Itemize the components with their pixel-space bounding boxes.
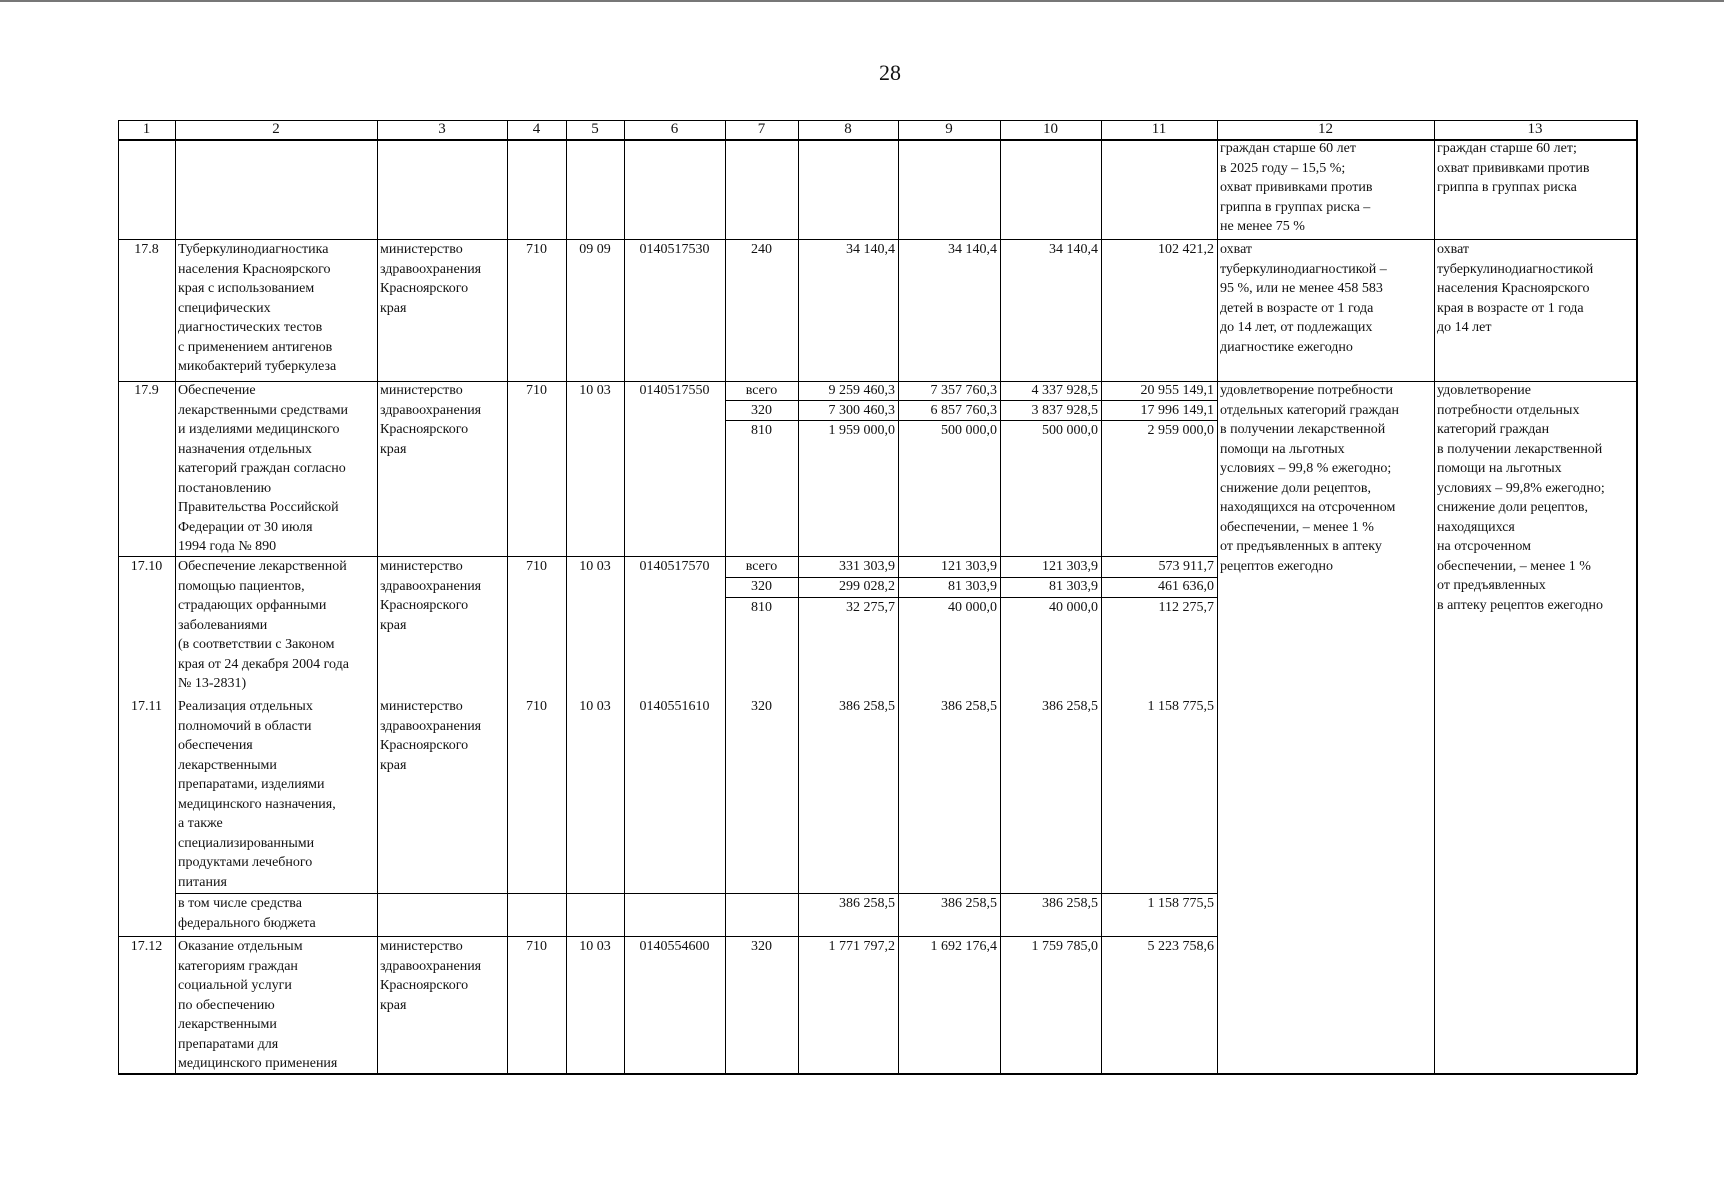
amount-year-3: 3 837 928,5	[1031, 403, 1098, 418]
column-header-10: 10	[1043, 121, 1058, 137]
column-divider	[377, 120, 378, 1074]
code-csr: 0140517550	[639, 383, 710, 398]
amount-year-2: 6 857 760,3	[930, 403, 997, 418]
row-number: 17.10	[130, 559, 163, 574]
column-divider	[1434, 120, 1435, 1074]
column-header-2: 2	[272, 121, 280, 137]
scan-edge	[0, 0, 1724, 2]
code-vr: 320	[751, 699, 772, 714]
code-csr: 0140517570	[639, 559, 710, 574]
responsible-organization: министерство здравоохранения Красноярского края	[380, 939, 482, 1013]
amount-year-1: 34 140,4	[846, 242, 895, 257]
amount-year-3: 386 258,5	[1042, 699, 1098, 714]
code-grbs: 710	[526, 559, 547, 574]
amount-year-2: 500 000,0	[941, 423, 997, 438]
amount-year-3: 1 759 785,0	[1031, 939, 1098, 954]
column-header-3: 3	[438, 121, 446, 137]
amount-year-2: 34 140,4	[948, 242, 997, 257]
amount-year-3: 121 303,9	[1042, 559, 1098, 574]
result-text: охват туберкулинодиагностикой населения Красноярского края в возрасте от 1 года до 14 лет	[1437, 242, 1594, 335]
column-header-1: 1	[142, 121, 151, 137]
code-vr: 320	[751, 403, 772, 418]
code-rzpr: 10 03	[579, 699, 611, 714]
table-right-border	[1637, 120, 1638, 1074]
code-rzpr: 10 03	[579, 559, 611, 574]
amount-year-1: 1 771 797,2	[828, 939, 895, 954]
column-divider	[725, 120, 726, 1074]
code-vr: всего	[745, 559, 778, 574]
amount-total: 5 223 758,6	[1147, 939, 1214, 954]
column-header-11: 11	[1151, 121, 1167, 137]
amount-year-2: 386 258,5	[941, 699, 997, 714]
amount-total: 1 158 775,5	[1147, 699, 1214, 714]
column-divider	[624, 120, 625, 1074]
column-header-9: 9	[945, 121, 953, 137]
column-header-4: 4	[532, 121, 541, 137]
amount-total: 20 955 149,1	[1140, 383, 1214, 398]
activity-name: Обеспечение лекарственной помощью пациентов, страдающих орфанными заболеваниями (в соответствии с Законом края от 24 декабря 2004 года № 13-2831)	[178, 559, 349, 691]
column-divider	[566, 120, 567, 1074]
column-divider	[1217, 120, 1218, 1074]
federal-amount-total: 1 158 775,5	[1147, 896, 1214, 911]
amount-total: 461 636,0	[1158, 579, 1214, 594]
code-rzpr: 09 09	[579, 242, 611, 257]
column-divider	[507, 120, 508, 1074]
federal-amount-year-3: 386 258,5	[1042, 896, 1098, 911]
amount-year-3: 81 303,9	[1049, 579, 1098, 594]
responsible-organization: министерство здравоохранения Красноярского края	[380, 383, 482, 457]
column-header-8: 8	[844, 121, 852, 137]
amount-year-1: 7 300 460,3	[828, 403, 895, 418]
column-header-7: 7	[757, 121, 766, 137]
code-grbs: 710	[526, 939, 547, 954]
result-text: удовлетворение потребности отдельных категорий граждан в получении лекарственной помощи на льготных условиях – 99,8% ежегодно; снижение доли рецептов, находящихся на отсроченном обеспечении, – менее 1 % от предъявленных в аптеку рецептов ежегодно	[1437, 383, 1605, 613]
row-number: 17.8	[134, 242, 159, 257]
amount-year-1: 299 028,2	[839, 579, 895, 594]
amount-year-3: 40 000,0	[1049, 600, 1098, 615]
table-left-border	[118, 120, 119, 1074]
code-grbs: 710	[526, 242, 547, 257]
code-csr: 0140551610	[639, 699, 710, 714]
amount-year-1: 9 259 460,3	[828, 383, 895, 398]
amount-year-2: 40 000,0	[948, 600, 997, 615]
amount-year-1: 331 303,9	[839, 559, 895, 574]
column-header-5: 5	[591, 121, 599, 137]
column-header-6: 6	[670, 121, 679, 137]
amount-total: 112 275,7	[1158, 600, 1214, 615]
result-text: граждан старше 60 лет; охват прививками против гриппа в группах риска	[1437, 141, 1590, 195]
code-vr: всего	[745, 383, 778, 398]
amount-year-2: 81 303,9	[948, 579, 997, 594]
table-bottom-border	[118, 1074, 1637, 1075]
responsible-organization: министерство здравоохранения Красноярского края	[380, 242, 482, 316]
amount-year-3: 500 000,0	[1042, 423, 1098, 438]
goal-text: удовлетворение потребности отдельных категорий граждан в получении лекарственной помощи на льготных условиях – 99,8 % ежегодно; снижение доли рецептов, находящихся на отсроченном обеспечении, – менее 1 % от предъявленных в аптеку рецептов ежегодно	[1220, 383, 1399, 574]
goal-text: охват туберкулинодиагностикой – 95 %, или не менее 458 583 детей в возрасте от 1 года до 14 лет, от подлежащих диагностике ежегодно	[1220, 242, 1387, 355]
activity-name: Обеспечение лекарственными средствами и изделиями медицинского назначения отдельных категорий граждан согласно постановлению Правительства Российской Федерации от 30 июля 1994 года № 890	[178, 383, 349, 554]
responsible-organization: министерство здравоохранения Красноярского края	[380, 559, 482, 633]
code-rzpr: 10 03	[579, 383, 611, 398]
code-vr: 810	[751, 423, 772, 438]
column-header-12: 12	[1318, 121, 1333, 137]
amount-total: 17 996 149,1	[1140, 403, 1214, 418]
activity-name: Туберкулинодиагностика населения Красноярского края с использованием специфических диагностических тестов с применением антигенов микобактерий туберкулеза	[178, 242, 337, 374]
column-divider	[1101, 120, 1102, 1074]
amount-year-1: 386 258,5	[839, 699, 895, 714]
activity-name: Реализация отдельных полномочий в области обеспечения лекарственными препаратами, изделиями медицинского назначения, а также специализированными продуктами лечебного питания	[178, 699, 336, 890]
code-csr: 0140554600	[639, 939, 710, 954]
amount-total: 573 911,7	[1158, 559, 1214, 574]
row-number: 17.9	[134, 383, 159, 398]
column-divider	[1000, 120, 1001, 1074]
code-grbs: 710	[526, 699, 547, 714]
column-header-13: 13	[1527, 121, 1543, 137]
amount-total: 2 959 000,0	[1147, 423, 1214, 438]
code-vr: 320	[751, 579, 772, 594]
federal-budget-label: в том числе средства федерального бюджета	[178, 896, 316, 931]
column-divider	[798, 120, 799, 1074]
amount-total: 102 421,2	[1158, 242, 1214, 257]
column-divider	[175, 120, 176, 1074]
federal-amount-year-2: 386 258,5	[941, 896, 997, 911]
code-vr: 240	[751, 242, 772, 257]
amount-year-2: 7 357 760,3	[930, 383, 997, 398]
code-rzpr: 10 03	[579, 939, 611, 954]
federal-amount-year-1: 386 258,5	[839, 896, 895, 911]
amount-year-3: 34 140,4	[1049, 242, 1098, 257]
activity-name: Оказание отдельным категориям граждан социальной услуги по обеспечению лекарственными препаратами для медицинского применения	[178, 939, 338, 1071]
code-csr: 0140517530	[639, 242, 710, 257]
responsible-organization: министерство здравоохранения Красноярского края	[380, 699, 482, 773]
code-grbs: 710	[526, 383, 547, 398]
amount-year-1: 1 959 000,0	[828, 423, 895, 438]
row-number: 17.11	[131, 699, 162, 714]
amount-year-3: 4 337 928,5	[1031, 383, 1098, 398]
code-vr: 810	[751, 600, 772, 615]
amount-year-1: 32 275,7	[846, 600, 895, 615]
amount-year-2: 121 303,9	[941, 559, 997, 574]
page-number: 28	[879, 60, 901, 85]
amount-year-2: 1 692 176,4	[930, 939, 997, 954]
goal-text: граждан старше 60 лет в 2025 году – 15,5 %; охват прививками против гриппа в группах риска – не менее 75 %	[1220, 141, 1373, 234]
code-vr: 320	[751, 939, 772, 954]
row-number: 17.12	[130, 939, 163, 954]
column-divider	[898, 120, 899, 1074]
